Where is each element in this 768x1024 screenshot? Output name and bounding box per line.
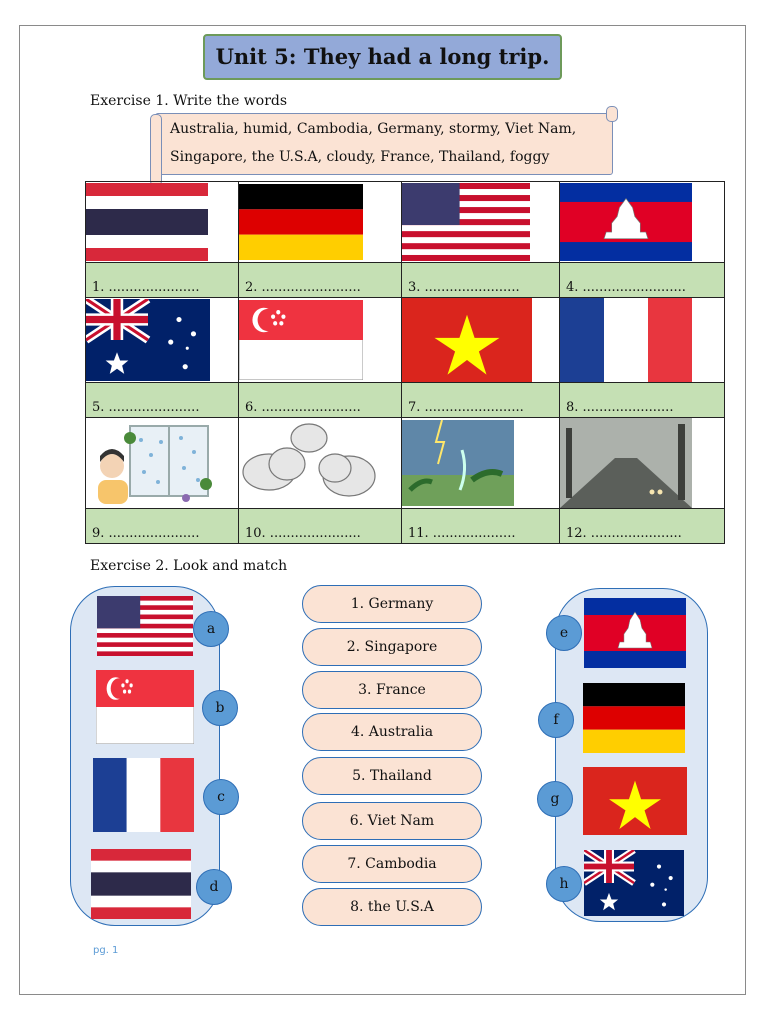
- match-letter-a[interactable]: a: [193, 611, 229, 647]
- match-letter-c[interactable]: c: [203, 779, 239, 815]
- page-title: Unit 5: They had a long trip.: [203, 34, 562, 80]
- vietnam-flag: [402, 298, 532, 382]
- cloudy-picture: [239, 420, 379, 506]
- france-flag: [93, 758, 194, 832]
- singapore-flag: [96, 670, 194, 744]
- answer-blank[interactable]: 5. ......................: [86, 383, 239, 418]
- match-item[interactable]: 8. the U.S.A: [302, 888, 482, 926]
- match-letter-g[interactable]: g: [537, 781, 573, 817]
- exercise2-heading: Exercise 2. Look and match: [90, 558, 288, 574]
- usa-flag: [402, 183, 530, 261]
- australia-flag: [86, 299, 210, 381]
- match-item[interactable]: 5. Thailand: [302, 757, 482, 795]
- answer-blank[interactable]: 4. .........................: [560, 263, 725, 298]
- match-item[interactable]: 2. Singapore: [302, 628, 482, 666]
- match-item[interactable]: 1. Germany: [302, 585, 482, 623]
- picture-cell: [239, 418, 402, 509]
- match-item[interactable]: 4. Australia: [302, 713, 482, 751]
- match-letter-d[interactable]: d: [196, 869, 232, 905]
- match-letter-e[interactable]: e: [546, 615, 582, 651]
- match-letter-f[interactable]: f: [538, 702, 574, 738]
- vietnam-flag: [583, 767, 687, 835]
- cambodia-flag: [584, 598, 686, 668]
- thailand-flag: [91, 849, 191, 919]
- cambodia-flag: [560, 183, 692, 261]
- answer-blank[interactable]: 3. .......................: [402, 263, 560, 298]
- word-bank-line: Australia, humid, Cambodia, Germany, stormy, Viet Nam,: [170, 121, 577, 137]
- picture-cell: [86, 418, 239, 509]
- answer-blank[interactable]: 11. ....................: [402, 509, 560, 544]
- exercise1-table: [85, 181, 725, 544]
- match-item[interactable]: 6. Viet Nam: [302, 802, 482, 840]
- picture-cell: [560, 418, 725, 509]
- foggy-picture: [560, 418, 692, 508]
- australia-flag: [584, 850, 684, 916]
- picture-cell: [86, 182, 239, 263]
- scroll-curl-right: [606, 106, 618, 122]
- germany-flag: [239, 184, 363, 260]
- singapore-flag: [239, 300, 363, 380]
- answer-blank[interactable]: 7. ........................: [402, 383, 560, 418]
- picture-cell: [402, 298, 560, 383]
- answer-blank[interactable]: 2. ........................: [239, 263, 402, 298]
- thailand-flag: [86, 183, 208, 261]
- germany-flag: [583, 683, 685, 753]
- answer-blank[interactable]: 1. ......................: [86, 263, 239, 298]
- match-letter-h[interactable]: h: [546, 866, 582, 902]
- picture-cell: [402, 182, 560, 263]
- page-number: pg. 1: [93, 945, 119, 956]
- picture-cell: [239, 298, 402, 383]
- humid-picture: [86, 420, 214, 506]
- word-bank-line: Singapore, the U.S.A, cloudy, France, Thailand, foggy: [170, 149, 550, 165]
- picture-cell: [86, 298, 239, 383]
- answer-blank[interactable]: 12. ......................: [560, 509, 725, 544]
- picture-cell: [560, 182, 725, 263]
- match-item[interactable]: 7. Cambodia: [302, 845, 482, 883]
- answer-blank[interactable]: 6. ........................: [239, 383, 402, 418]
- answer-blank[interactable]: 10. ......................: [239, 509, 402, 544]
- match-letter-b[interactable]: b: [202, 690, 238, 726]
- scroll-curl-left: [150, 114, 162, 186]
- france-flag: [560, 298, 692, 382]
- match-item[interactable]: 3. France: [302, 671, 482, 709]
- picture-cell: [560, 298, 725, 383]
- usa-flag: [97, 596, 193, 656]
- stormy-picture: [402, 420, 514, 506]
- answer-blank[interactable]: 9. ......................: [86, 509, 239, 544]
- picture-cell: [402, 418, 560, 509]
- word-bank-scroll: [155, 113, 613, 175]
- exercise1-heading: Exercise 1. Write the words: [90, 93, 288, 109]
- answer-blank[interactable]: 8. ......................: [560, 383, 725, 418]
- picture-cell: [239, 182, 402, 263]
